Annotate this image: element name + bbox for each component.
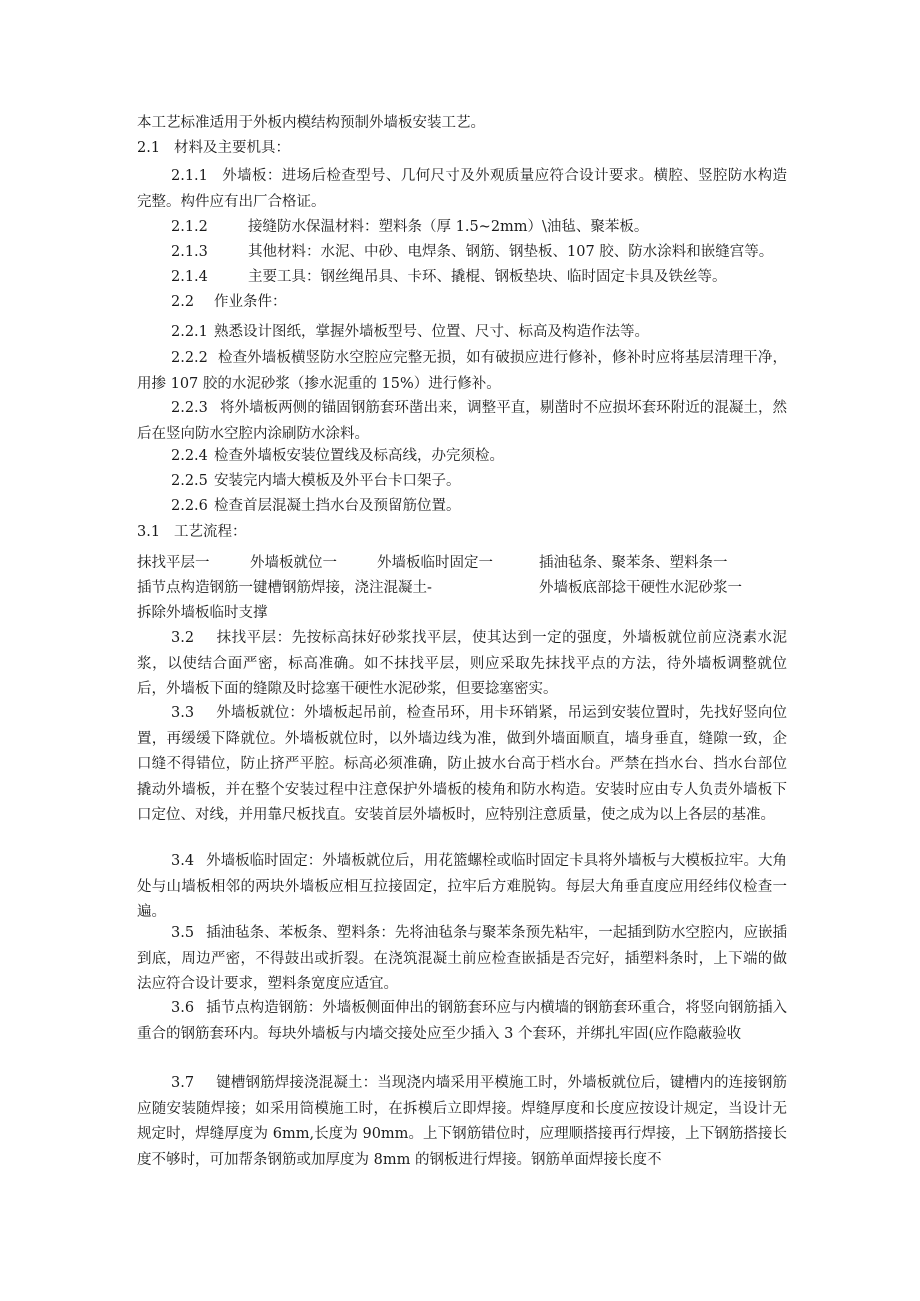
section-number: 2.2.1 xyxy=(171,324,208,340)
paragraph-2-1-4 xyxy=(137,265,797,290)
flow-step: 抹找平层一 xyxy=(137,555,210,571)
paragraph-2-2-2 xyxy=(137,346,787,397)
paragraph-2-2-1 xyxy=(137,320,797,345)
section-body: 其他材料：水泥、中砂、电焊条、钢筋、钢垫板、107 胶、防水涂料和嵌缝宫等。 xyxy=(248,244,774,260)
section-title: 工艺流程： xyxy=(174,524,247,540)
paragraph-2-2-6 xyxy=(137,494,797,519)
section-body: 将外墙板两侧的锚固钢筋套环凿出来，调整平直，剔凿时不应损坏套环附近的混凝土，然后在竖向防水空腔内涂刷防水涂料。 xyxy=(137,400,787,442)
section-number: 3.5 xyxy=(171,925,195,941)
paragraph-2-2-3 xyxy=(137,396,787,447)
paragraph-2-1-1 xyxy=(137,164,787,215)
section-number: 3.3 xyxy=(171,705,195,721)
heading-3-1 xyxy=(137,520,797,545)
section-number: 2.1.3 xyxy=(171,244,208,260)
section-number: 2.2.5 xyxy=(171,473,208,489)
paragraph-3-4 xyxy=(137,849,787,926)
section-title: 作业条件： xyxy=(214,294,287,310)
section-body: 插节点构造钢筋：外墙板侧面伸出的钢筋套环应与内横墙的钢筋套环重合，将竖向钢筋插入重合的钢筋套环内。每块外墙板与内墙交接处应至少插入 3 个套环，并绑扎牢固(应作隐蔽验收 xyxy=(137,1000,787,1042)
section-body: 抹找平层：先按标高抹好砂浆找平层，使其达到一定的强度，外墙板就位前应浇素水泥浆，以使结合面严密，标高准确。如不抹找平层，则应采取先抹找平点的方法，待外墙板调整就位后，外墙板下面的缝隙及时捻塞干硬性水泥砂浆，但要捻塞密实。 xyxy=(137,630,787,697)
section-body: 检查外墙板横竖防水空腔应完整无损，如有破损应进行修补，修补时应将基层清理干净，用掺 107 胶的水泥砂浆（掺水泥重的 15%）进行修补。 xyxy=(137,350,787,392)
section-number: 2.2.2 xyxy=(171,350,208,366)
section-number: 2.2.3 xyxy=(171,400,208,416)
heading-2-1 xyxy=(137,136,797,161)
paragraph-3-7 xyxy=(137,1071,787,1173)
paragraph-2-1-3 xyxy=(137,240,797,265)
section-body: 主要工具：钢丝绳吊具、卡环、撬棍、钢板垫块、临时固定卡具及铁丝等。 xyxy=(248,269,727,285)
paragraph-3-5 xyxy=(137,921,787,998)
section-number: 3.1 xyxy=(137,524,161,540)
section-number: 2.1 xyxy=(137,140,161,156)
section-number: 2.1.2 xyxy=(171,219,208,235)
intro-line xyxy=(137,111,797,136)
paragraph-3-3 xyxy=(137,701,787,829)
intro-text: 本工艺标准适用于外板内模结构预制外墙板安装工艺。 xyxy=(137,115,485,131)
section-number: 3.4 xyxy=(171,853,195,869)
paragraph-2-2-5 xyxy=(137,469,797,494)
paragraph-2-1-2 xyxy=(137,215,797,240)
section-body: 外墙板就位：外墙板起吊前，检查吊环，用卡环销紧，吊运到安装位置时，先找好竖向位置，再缓缓下降就位。外墙板就位时，以外墙边线为准，做到外墙面顺直，墙身垂直，缝隙一致，企口缝不得错位，防止挤严平腔。标高必须准确，防止披水台高于档水台。严禁在挡水台、挡水台部位撬动外墙板，并在整个安装过程中注意保护外墙板的棱角和防水构造。安装时应由专人负责外墙板下口定位、对线，并用靠尺板找直。安装首层外墙板时，应特别注意质量，使之成为以上各层的基准。 xyxy=(137,705,787,823)
section-number: 2.1.1 xyxy=(171,168,208,184)
section-number: 3.6 xyxy=(171,1000,195,1016)
section-body: 检查外墙板安装位置线及标高线，办完须检。 xyxy=(214,448,504,464)
paragraph-2-2-4 xyxy=(137,444,797,469)
section-body: 外墙板临时固定：外墙板就位后，用花篮螺栓或临时固定卡具将外墙板与大模板拉牢。大角处与山墙板相邻的两块外墙板应相互拉接固定，拉牢后方难脱钩。每层大角垂直度应用经纬仪检查一遍。 xyxy=(137,853,787,920)
heading-2-2 xyxy=(137,290,797,315)
paragraph-3-2 xyxy=(137,626,787,703)
flow-step: 插油毡条、聚苯条、塑料条一 xyxy=(539,555,728,571)
paragraph-3-6 xyxy=(137,996,787,1047)
section-body: 检查首层混凝土挡水台及预留筋位置。 xyxy=(214,498,461,514)
flow-step: 外墙板临时固定一 xyxy=(377,555,493,571)
section-body: 熟悉设计图纸，掌握外墙板型号、位置、尺寸、标高及构造作法等。 xyxy=(214,324,649,340)
section-body: 键槽钢筋焊接浇混凝土：当现浇内墙采用平模施工时，外墙板就位后，键槽内的连接钢筋应随安装随焊接；如采用筒模施工时，在拆模后立即焊接。焊缝厚度和长度应按设计规定，当设计无规定时，焊缝厚度为 6mm,长度为 90mm。上下钢筋错位时，应理顺搭接再行焊接，上下钢筋搭接长度不够时，可加帮条钢筋或加厚度为 8mm 的钢板进行焊接。钢筋单面焊接长度不 xyxy=(137,1075,787,1168)
section-body: 外墙板：进场后检查型号、几何尺寸及外观质量应符合设计要求。横腔、竖腔防水构造完整。构件应有出厂合格证。 xyxy=(137,168,787,210)
section-number: 2.2 xyxy=(171,294,195,310)
section-body: 安装完内墙大模板及外平台卡口架子。 xyxy=(214,473,461,489)
section-body: 插油毡条、苯板条、塑料条：先将油毡条与聚苯条预先粘牢，一起插到防水空腔内，应嵌插到底，周边严密，不得鼓出或折裂。在浇筑混凝土前应检查嵌插是否完好，插塑料条时，上下端的做法应符合设计要求，塑料条宽度应适宜。 xyxy=(137,925,787,992)
flow-step: 插节点构造钢筋一键槽钢筋焊接，浇注混凝土- xyxy=(137,580,432,596)
flow-step: 外墙板就位一 xyxy=(250,555,337,571)
section-number: 2.2.4 xyxy=(171,448,208,464)
section-body: 接缝防水保温材料：塑料条（厚 1.5~2mm）\油毡、聚苯板。 xyxy=(248,219,649,235)
section-number: 2.2.6 xyxy=(171,498,208,514)
section-title: 材料及主要机具： xyxy=(174,140,290,156)
section-number: 3.7 xyxy=(171,1075,195,1091)
flow-step: 外墙板底部捻干硬性水泥砂浆一 xyxy=(539,580,742,596)
section-number: 3.2 xyxy=(171,630,195,646)
section-number: 2.1.4 xyxy=(171,269,208,285)
flow-step: 拆除外墙板临时支撑 xyxy=(137,605,268,621)
